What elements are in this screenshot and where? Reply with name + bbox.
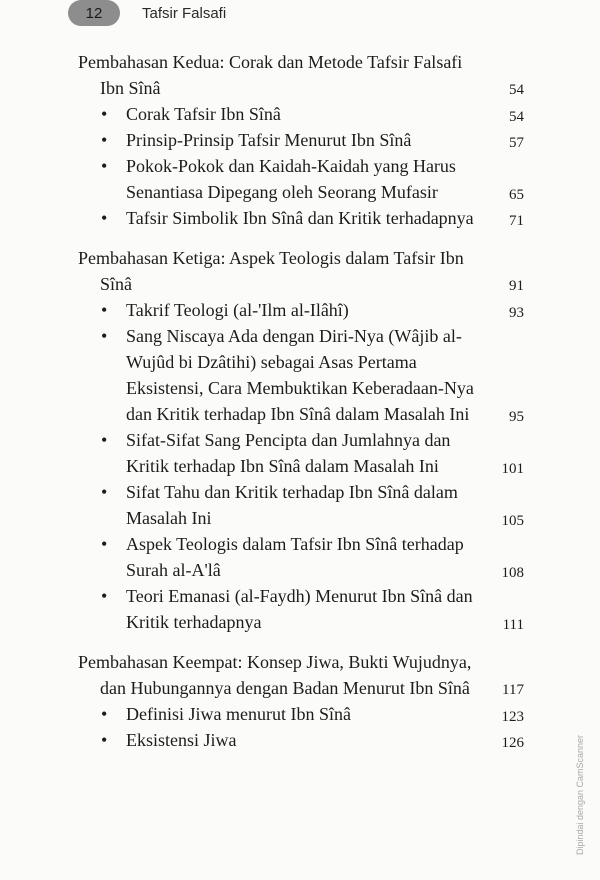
- toc-entry[interactable]: [78, 323, 524, 427]
- section-page-number: 91: [509, 278, 524, 294]
- entry-page-number: 57: [509, 135, 524, 151]
- toc-entry[interactable]: [78, 479, 524, 531]
- entry-text: Tafsir Simbolik Ibn Sînâ dan Kritik terhadapnya: [126, 208, 474, 228]
- toc-section: [78, 245, 524, 635]
- table-of-contents: [78, 49, 524, 767]
- section-heading-text: Pembahasan Kedua: Corak dan Metode Tafsir Falsafi Ibn Sînâ: [78, 52, 463, 98]
- entry-text: Teori Emanasi (al-Faydh) Menurut Ibn Sînâ dan Kritik terhadapnya: [126, 586, 473, 632]
- entry-text: Aspek Teologis dalam Tafsir Ibn Sînâ terhadap Surah al-A'lâ: [126, 534, 464, 580]
- toc-section: [78, 49, 524, 231]
- scanner-watermark: [572, 720, 588, 870]
- toc-entry[interactable]: [78, 727, 524, 753]
- entry-page-number: 101: [501, 461, 524, 477]
- entry-page-number: 54: [509, 109, 524, 125]
- bullet-icon: •: [101, 482, 108, 502]
- toc-entry[interactable]: [78, 101, 524, 127]
- toc-entry[interactable]: [78, 153, 524, 205]
- bullet-icon: •: [101, 730, 108, 750]
- page-number-badge: 12: [68, 0, 120, 26]
- bullet-icon: •: [101, 130, 108, 150]
- toc-entry[interactable]: [78, 205, 524, 231]
- toc-entry[interactable]: [78, 297, 524, 323]
- section-heading-text: Pembahasan Keempat: Konsep Jiwa, Bukti Wujudnya, dan Hubungannya dengan Badan Menurut Ibn Sînâ: [78, 652, 472, 698]
- entry-page-number: 65: [509, 187, 524, 203]
- entry-text: Prinsip-Prinsip Tafsir Menurut Ibn Sînâ: [126, 130, 412, 150]
- running-title: Tafsir Falsafi: [142, 4, 227, 22]
- page-header: [68, 0, 226, 26]
- entry-text: Corak Tafsir Ibn Sînâ: [126, 104, 281, 124]
- entry-page-number: 93: [509, 305, 524, 321]
- entry-text: Sifat Tahu dan Kritik terhadap Ibn Sînâ dalam Masalah Ini: [126, 482, 458, 528]
- entry-page-number: 123: [501, 709, 524, 725]
- toc-entry[interactable]: [78, 127, 524, 153]
- entry-text: Definisi Jiwa menurut Ibn Sînâ: [126, 704, 351, 724]
- toc-entry[interactable]: [78, 531, 524, 583]
- section-heading[interactable]: [78, 245, 524, 297]
- bullet-icon: •: [101, 156, 108, 176]
- entry-text: Eksistensi Jiwa: [126, 730, 237, 750]
- toc-entry[interactable]: [78, 701, 524, 727]
- entry-page-number: 105: [501, 513, 524, 529]
- bullet-icon: •: [101, 430, 108, 450]
- bullet-icon: •: [101, 534, 108, 554]
- bullet-icon: •: [101, 704, 108, 724]
- section-heading-text: Pembahasan Ketiga: Aspek Teologis dalam Tafsir Ibn Sînâ: [78, 248, 464, 294]
- entry-text: Sifat-Sifat Sang Pencipta dan Jumlahnya dan Kritik terhadap Ibn Sînâ dalam Masalah Ini: [126, 430, 451, 476]
- entry-page-number: 108: [501, 565, 524, 581]
- toc-entry[interactable]: [78, 427, 524, 479]
- section-heading[interactable]: [78, 649, 524, 701]
- bullet-icon: •: [101, 586, 108, 606]
- entry-page-number: 111: [502, 617, 524, 633]
- entry-text: Sang Niscaya Ada dengan Diri-Nya (Wâjib al-Wujûd bi Dzâtihi) sebagai Asas Pertama Eksistensi, Cara Membuktikan Keberadaan-Nya dan Kritik terhadap Ibn Sînâ dalam Masalah Ini: [126, 326, 474, 424]
- section-heading[interactable]: [78, 49, 524, 101]
- toc-entry[interactable]: [78, 583, 524, 635]
- bullet-icon: •: [101, 300, 108, 320]
- entry-page-number: 95: [509, 409, 524, 425]
- bullet-icon: •: [101, 104, 108, 124]
- bullet-icon: •: [101, 208, 108, 228]
- section-page-number: 54: [509, 82, 524, 98]
- watermark-text: Dipindai dengan CamScanner: [575, 734, 586, 856]
- bullet-icon: •: [101, 326, 108, 346]
- entry-text: Pokok-Pokok dan Kaidah-Kaidah yang Harus Senantiasa Dipegang oleh Seorang Mufasir: [126, 156, 456, 202]
- entry-page-number: 126: [501, 735, 524, 751]
- section-page-number: 117: [502, 682, 524, 698]
- entry-text: Takrif Teologi (al-'Ilm al-Ilâhî): [126, 300, 349, 320]
- entry-page-number: 71: [509, 213, 524, 229]
- toc-section: [78, 649, 524, 753]
